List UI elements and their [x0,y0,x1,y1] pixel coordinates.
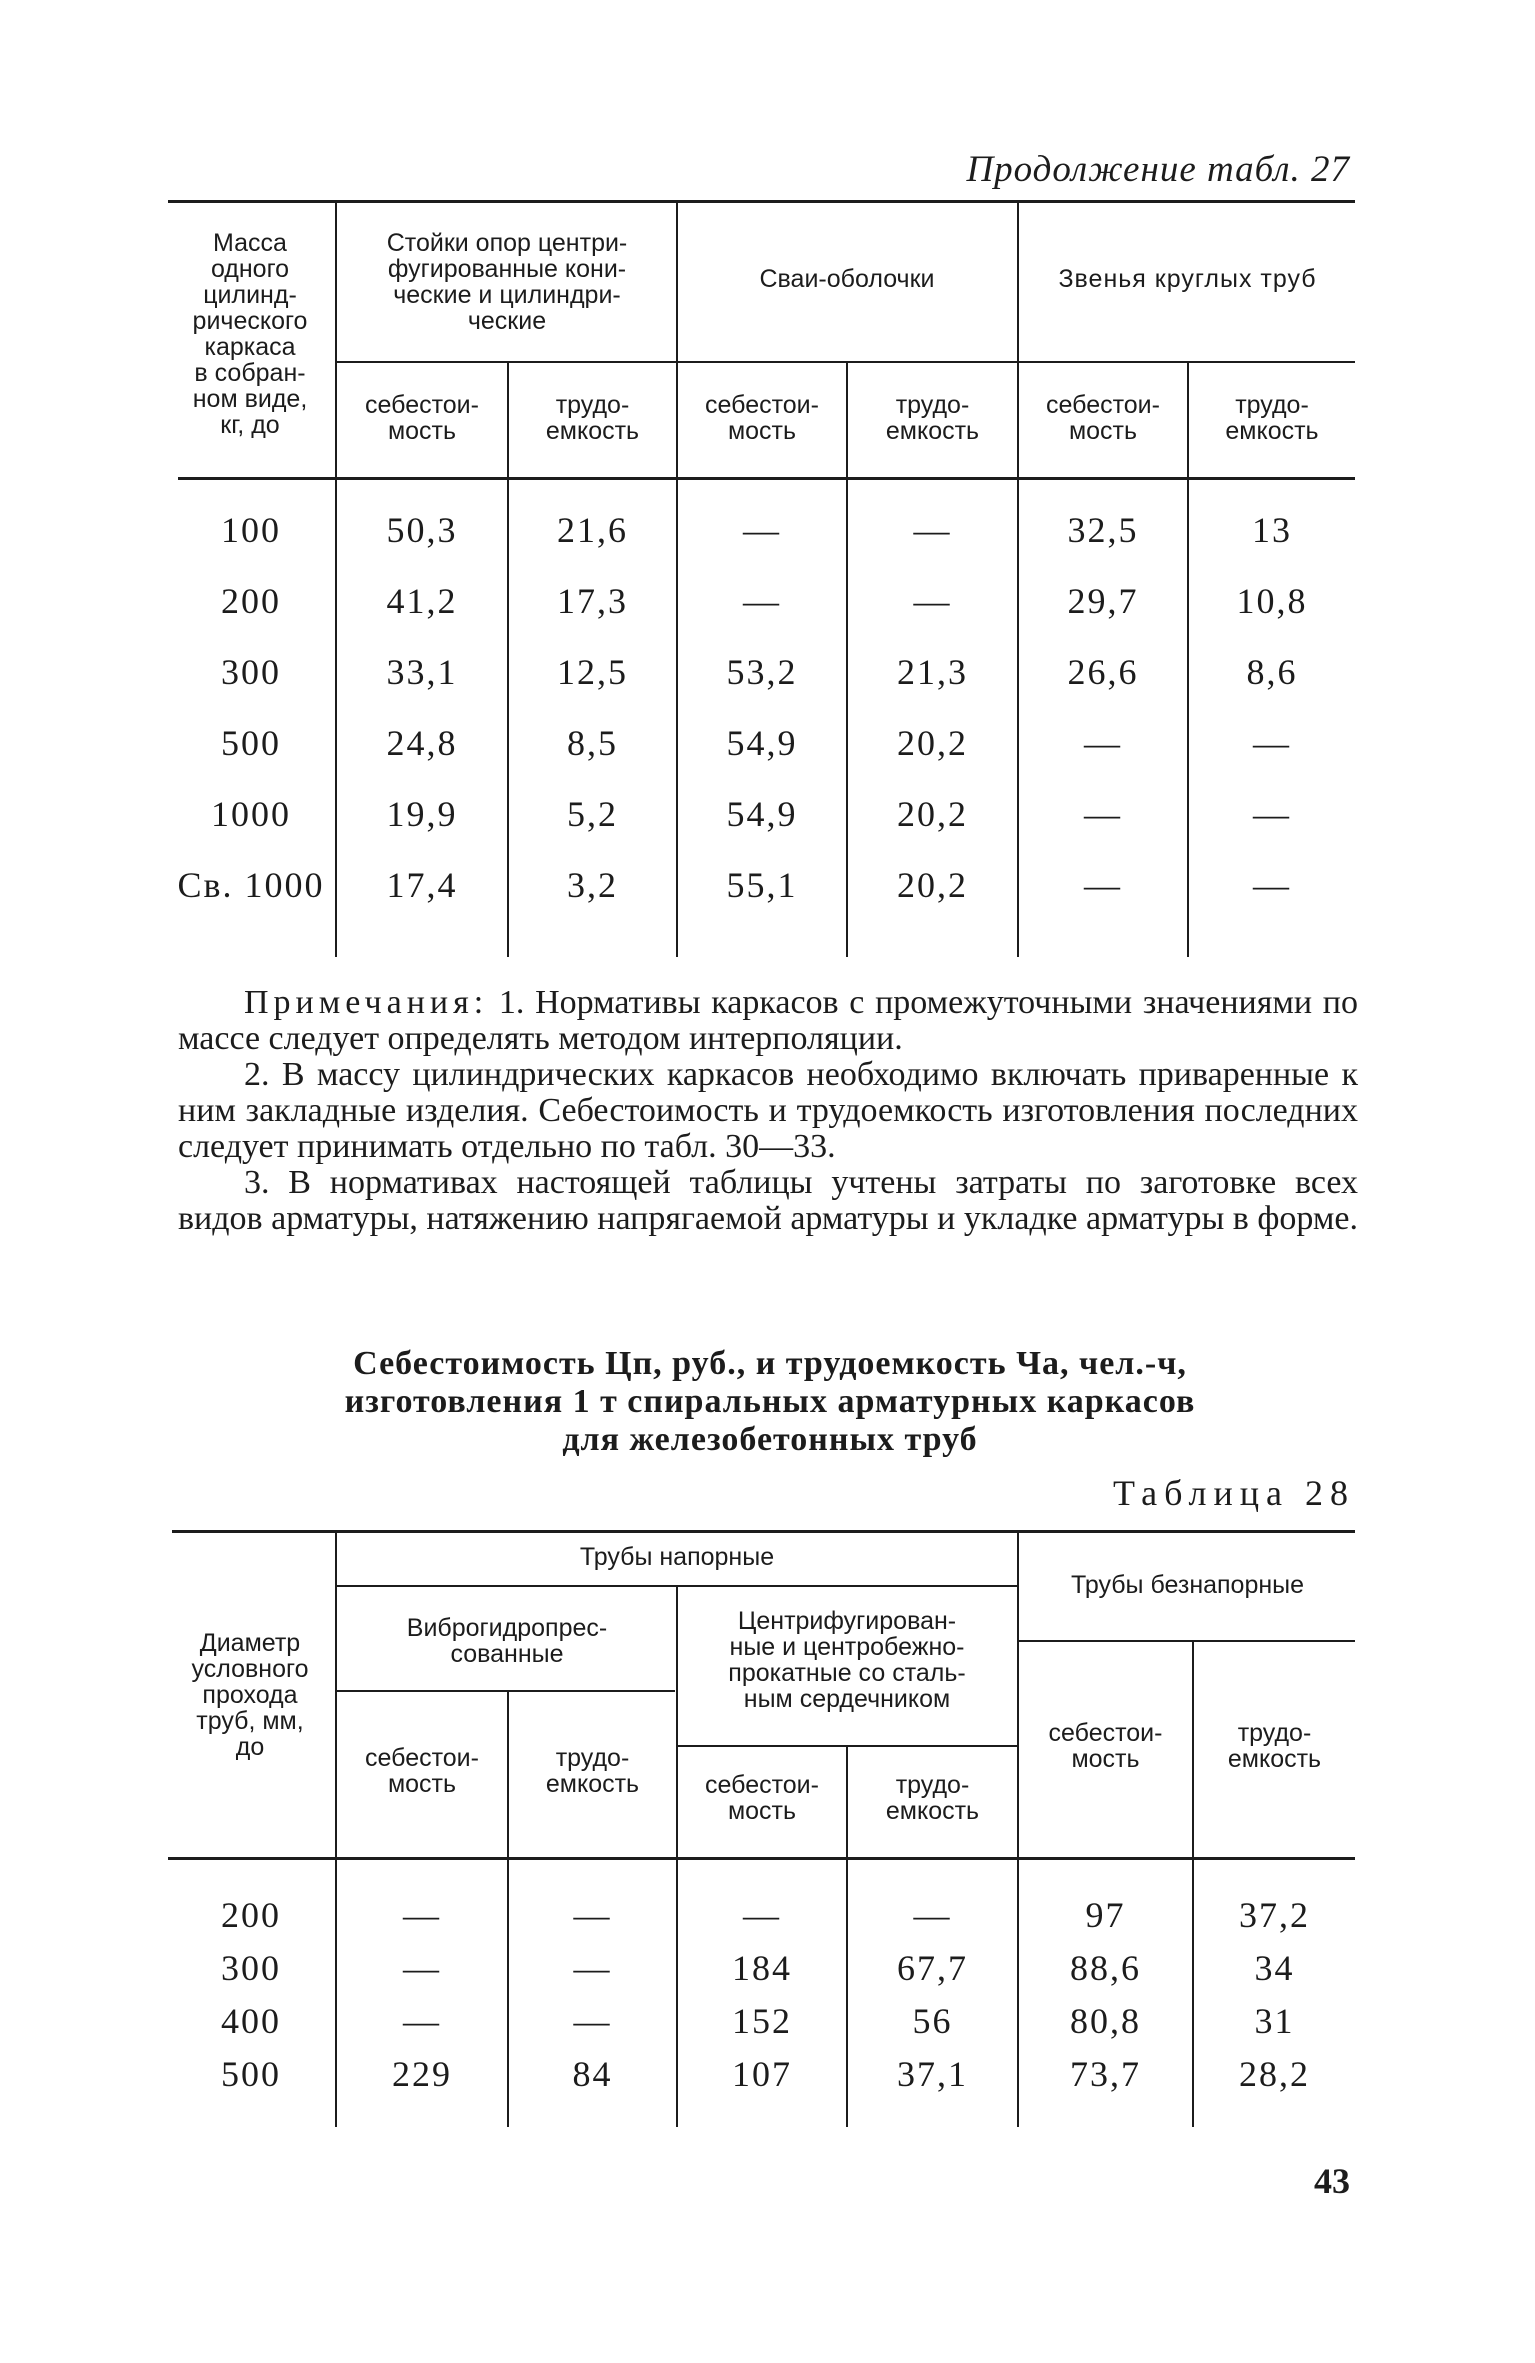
table-cell: 8,6 [1246,652,1298,692]
table-cell: — [1084,865,1122,905]
table-28-caption [200,1345,1340,1459]
table-cell: 54,9 [726,794,798,834]
t28-header-centri: Центрифугирован- ные и центробежно- прокатные со сталь- ным сердечником [728,1607,966,1713]
table-cell: 29,7 [1067,581,1139,621]
table-cell: 100 [221,510,281,550]
table-cell: — [573,1895,612,1935]
table-cell: — [1253,723,1291,763]
table-cell: — [743,1895,781,1935]
table-cell: 500 [221,723,281,763]
table-cell: 33,1 [386,652,458,692]
table-cell: 152 [732,2001,792,2041]
t27-header-piles: Сваи-оболочки [759,265,935,293]
table-cell: 88,6 [1070,1948,1141,1988]
table-cell: 1000 [211,794,291,834]
table-cell: 229 [392,2054,452,2094]
table-cell: 21,6 [557,510,628,550]
table-cell: 24,8 [386,723,458,763]
table-cell: 184 [732,1948,792,1988]
table-cell: 37,1 [897,2054,968,2094]
table-cell: 12,5 [557,652,628,692]
table-cell: 200 [221,581,281,621]
table-cell: — [1084,794,1122,834]
t27-header-pipes: Звенья круглых труб [1058,265,1317,293]
table-cell: 500 [221,2054,281,2094]
note-1: 1. Нормативы каркасов с промежуточными значениями по массе следует определять методом интерполяции. [178,984,1358,1057]
table-cell: 107 [732,2054,792,2094]
t27-sub-cost-3: себестои- мость [1046,391,1160,445]
table-cell: Св. 1000 [177,865,325,905]
t27-sub-labor-3: трудо- емкость [1225,391,1319,445]
table-cell: 10,8 [1236,581,1308,621]
table-cell: 200 [221,1895,281,1935]
table-cell: 97 [1085,1895,1126,1935]
table-cell: 56 [912,2001,953,2041]
t27-header-posts: Стойки опор центри- фугированные кони- ческие и цилиндри- ческие [386,229,628,335]
table-cell: 13 [1252,510,1292,550]
table-cell: 8,5 [567,723,618,763]
table-cell: — [743,510,781,550]
t27-sub-labor-2: трудо- емкость [885,391,980,445]
table-cell: — [573,2001,612,2041]
t28-header-vibro: Виброгидропрес- сованные [406,1614,608,1668]
t28-sub-labor-2: трудо- емкость [885,1771,980,1825]
t27-sub-cost-2: себестои- мость [705,391,819,445]
t28-sub-cost-3: себестои- мость [1048,1719,1163,1773]
table-cell: 20,2 [897,865,968,905]
table-cell: — [913,510,952,550]
t28-sub-cost-1: себестои- мость [365,1744,479,1798]
table-cell: — [913,581,952,621]
table-cell: 28,2 [1239,2054,1310,2094]
table-cell: 73,7 [1070,2054,1141,2094]
table-cell: 80,8 [1070,2001,1141,2041]
table-cell: 54,9 [726,723,798,763]
note-2: 2. В массу цилиндрических каркасов необходимо включать приваренные к ним закладные изделия. Себестоимость и трудоемкость изготовления последних следует принимать отдельно по табл. 30—33. [178,1056,1358,1165]
table-cell: 32,5 [1067,510,1139,550]
table-cell: — [913,1895,952,1935]
t28-header-diameter: Диаметр условного прохода труб, мм, до [191,1629,309,1761]
table-cell: — [1253,794,1291,834]
table-cell: 400 [221,2001,281,2041]
notes [178,985,1358,1237]
page-number: 43 [1314,2161,1350,2201]
table-cell: 300 [221,1948,281,1988]
table-28-label: Таблица 28 [1113,1473,1355,1513]
table-cell: 41,2 [386,581,458,621]
table-cell: — [1253,865,1291,905]
table-cell: 20,2 [897,723,968,763]
t28-sub-labor-1: трудо- емкость [545,1744,640,1798]
t28-header-pressure: Трубы напорные [579,1543,775,1571]
t28-sub-cost-2: себестои- мость [705,1771,819,1825]
table-cell: — [403,1895,441,1935]
table-cell: — [573,1948,612,1988]
table-cell: — [403,2001,441,2041]
notes-label: Примечания: [244,984,489,1021]
continuation-title: Продолжение табл. 27 [966,149,1350,190]
table-cell: 3,2 [567,865,618,905]
table-cell: 17,3 [557,581,628,621]
caption-line-3: для железобетонных труб [562,1421,978,1458]
table-cell: 31 [1254,2001,1295,2041]
t28-header-nonpressure: Трубы безнапорные [1070,1571,1305,1599]
table-cell: 84 [572,2054,613,2094]
table-cell: 34 [1254,1948,1295,1988]
table-cell: 21,3 [897,652,968,692]
note-3: 3. В нормативах настоящей таблицы учтены затраты по заготовке всех видов арматуры, натяжению напрягаемой арматуры и укладке арматуры в форме. [178,1164,1358,1237]
table-cell: — [1084,723,1122,763]
table-cell: 53,2 [726,652,798,692]
caption-line-1: Себестоимость Цп, руб., и трудоемкость Ча, чел.-ч, [353,1345,1187,1382]
table-cell: 55,1 [726,865,798,905]
table-cell: — [403,1948,441,1988]
t27-header-mass: Масса одного цилинд- рического каркаса в собран- ном виде, кг, до [192,229,308,439]
table-cell: 5,2 [567,794,618,834]
table-cell: 26,6 [1067,652,1139,692]
table-cell: 19,9 [386,794,458,834]
t27-sub-cost-1: себестои- мость [365,391,479,445]
table-cell: 67,7 [897,1948,968,1988]
t27-sub-labor-1: трудо- емкость [545,391,640,445]
table-cell: 300 [221,652,281,692]
t28-sub-labor-3: трудо- емкость [1227,1719,1322,1773]
table-cell: 37,2 [1239,1895,1310,1935]
caption-line-2: изготовления 1 т спиральных арматурных каркасов [344,1383,1196,1420]
table-cell: 20,2 [897,794,968,834]
table-cell: — [743,581,781,621]
table-cell: 50,3 [386,510,458,550]
table-cell: 17,4 [386,865,458,905]
